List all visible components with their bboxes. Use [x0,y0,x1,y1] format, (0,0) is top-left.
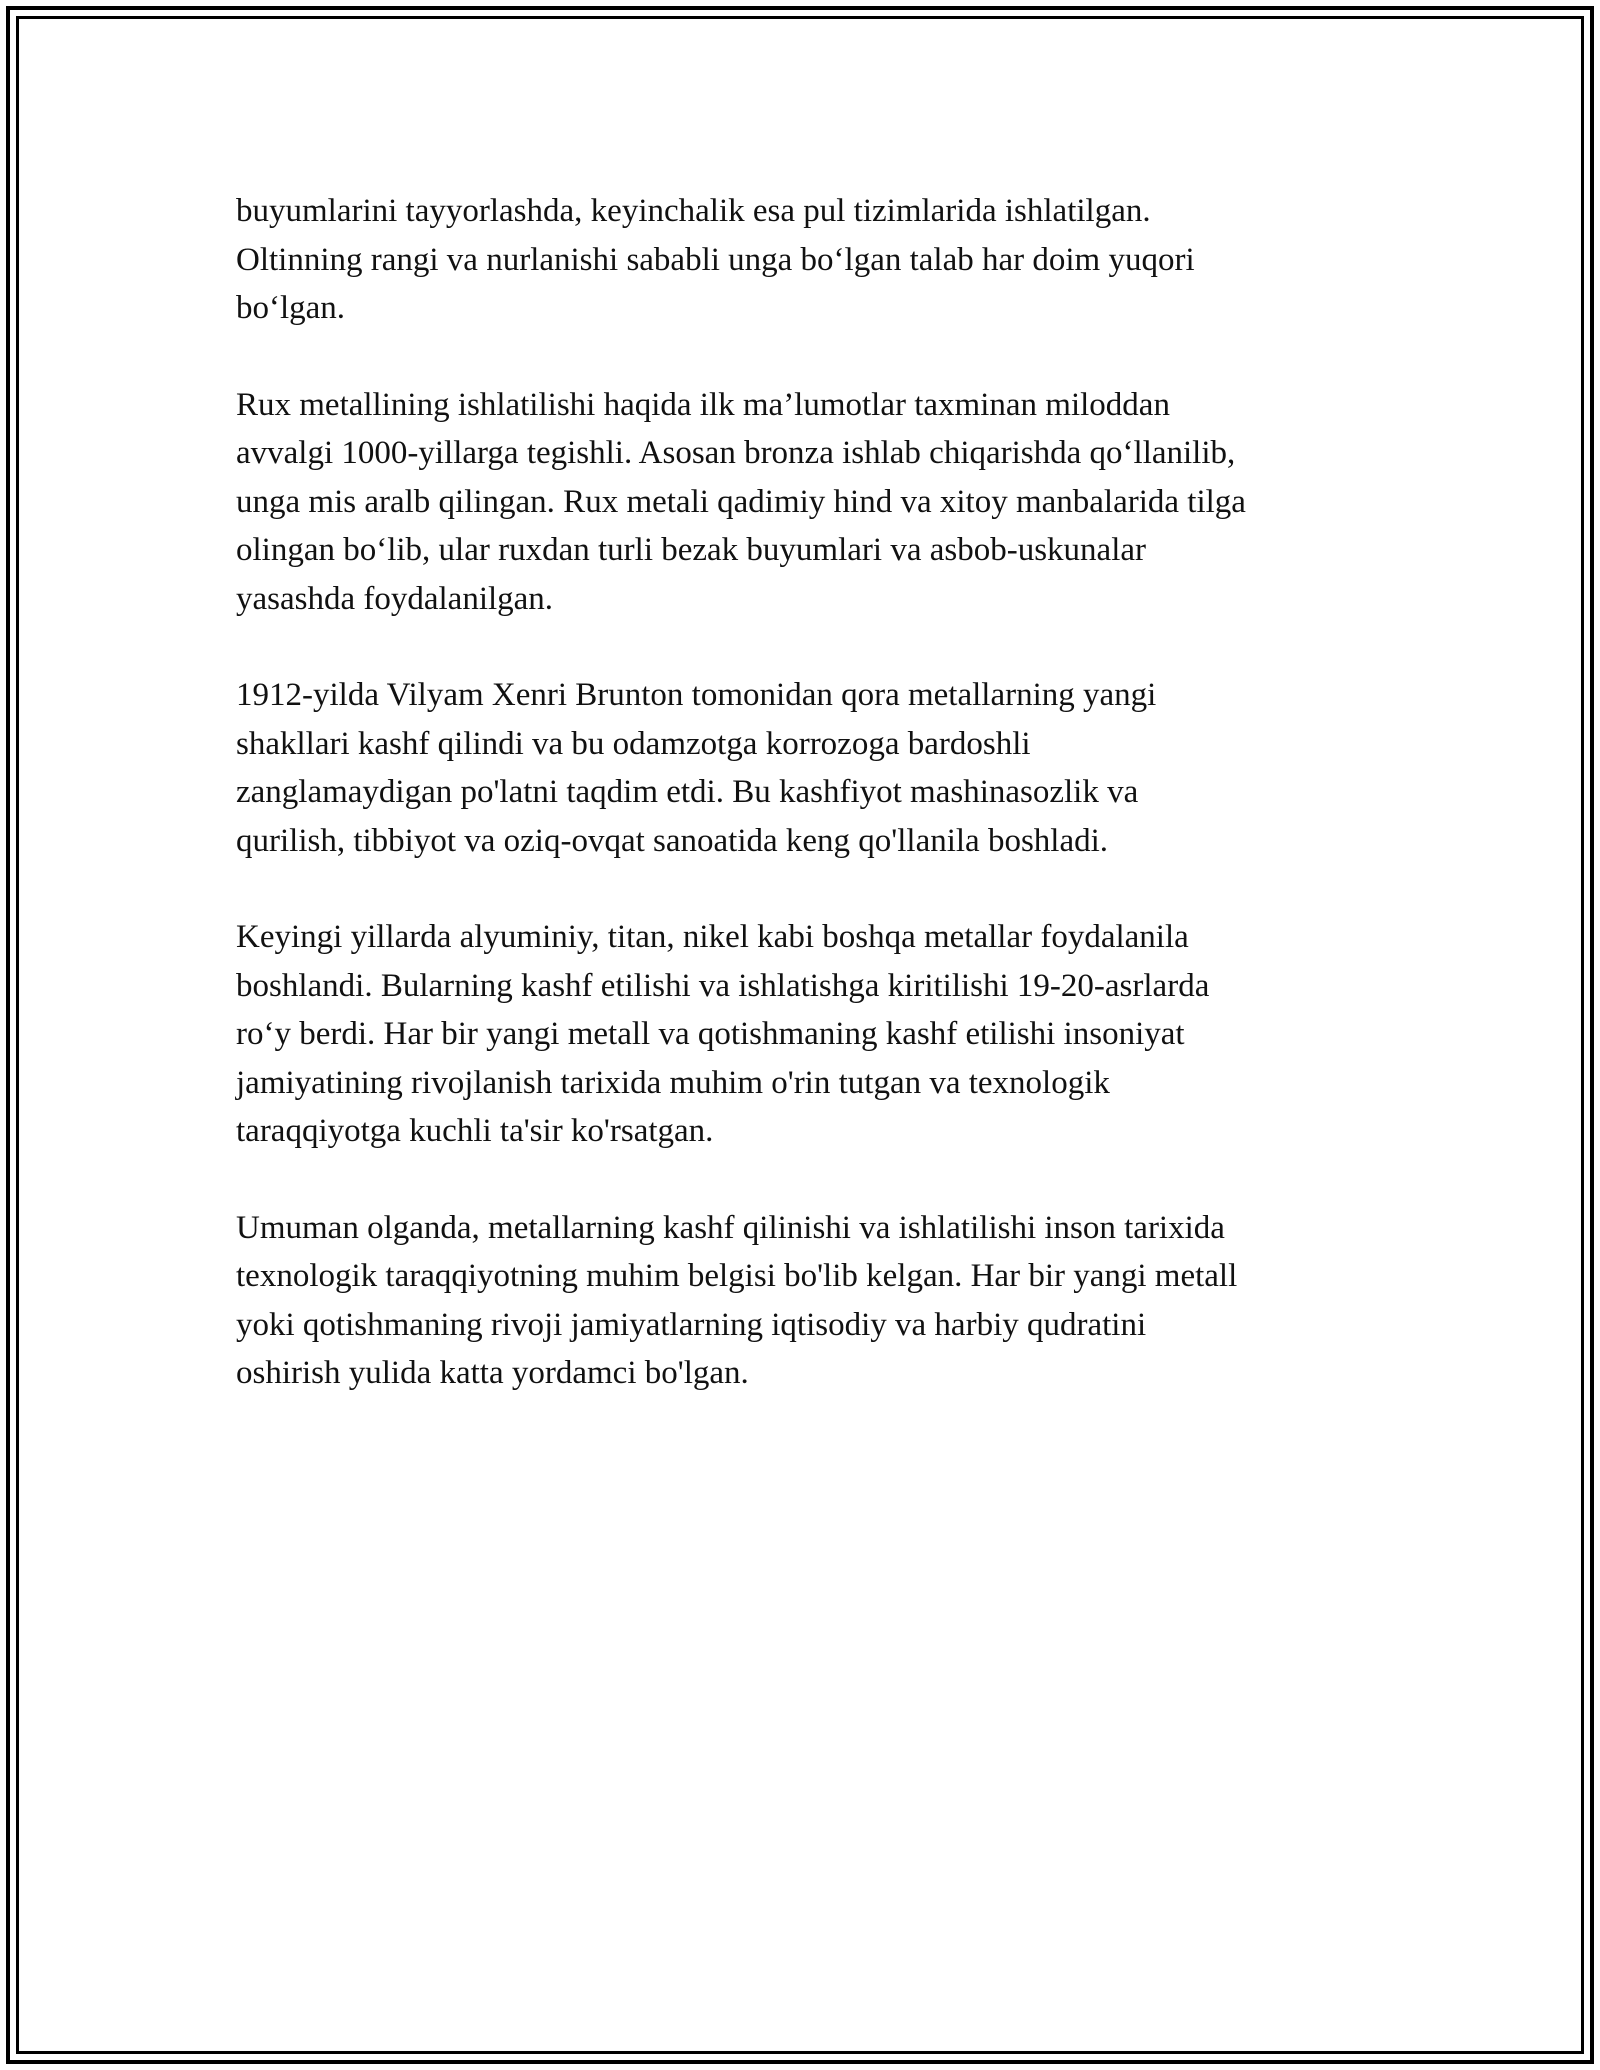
text-line: boshlandi. Bularning kashf etilishi va ishlatishga kiritilishi 19-20-asrlarda [236,967,1210,1004]
text-line: Umuman olganda, metallarning kashf qilinishi va ishlatilishi inson tarixida [236,1209,1225,1246]
text-line: taraqqiyotga kuchli ta'sir ko'rsatgan. [236,1113,714,1149]
text-line: oshirish yulida katta yordamci bo'lgan. [236,1355,749,1391]
text-line: jamiyatining rivojlanish tarixida muhim o'rin tutgan va texnologik [236,1064,1110,1101]
text-line: qurilish, tibbiyot va oziq-ovqat sanoatida keng qo'llanila boshladi. [236,822,1109,859]
text-line: avvalgi 1000-yillarga tegishli. Asosan bronza ishlab chiqarishda qo‘llanilib, [236,435,1236,471]
text-line: texnologik taraqqiyotning muhim belgisi bo'lib kelgan. Har bir yangi metall [236,1258,1238,1294]
document-body [236,187,1366,1446]
paragraph-2 [236,381,1366,624]
paragraph-1 [236,187,1366,333]
text-line: yasashda foydalanilgan. [236,580,554,617]
paragraph-3 [236,671,1366,865]
text-line: yoki qotishmaning rivoji jamiyatlarning iqtisodiy va harbiy qudratini [236,1306,1147,1343]
text-line: bo‘lgan. [236,290,346,326]
text-line: olingan bo‘lib, ular ruxdan turli bezak buyumlari va asbob-uskunalar [236,532,1146,568]
text-line: Oltinning rangi va nurlanishi sababli unga bo‘lgan talab har doim yuqori [236,241,1195,278]
text-line: 1912-yilda Vilyam Xenri Brunton tomonidan qora metallarning yangi [236,677,1157,713]
text-line: zanglamaydigan po'latni taqdim etdi. Bu kashfiyot mashinasozlik va [236,774,1139,810]
text-line: Keyingi yillarda alyuminiy, titan, nikel kabi boshqa metallar foydalanila [236,919,1189,955]
text-line: buyumlarini tayyorlashda, keyinchalik esa pul tizimlarida ishlatilgan. [236,193,1151,229]
text-line: shakllari kashf qilindi va bu odamzotga korrozoga bardoshli [236,725,1031,762]
text-line: unga mis aralb qilingan. Rux metali qadimiy hind va xitoy manbalarida tilga [236,483,1246,520]
paragraph-4 [236,913,1366,1156]
text-line: Rux metallining ishlatilishi haqida ilk ma’lumotlar taxminan miloddan [236,386,1170,423]
text-line: ro‘y berdi. Har bir yangi metall va qotishmaning kashf etilishi insoniyat [236,1016,1185,1052]
paragraph-5 [236,1204,1366,1398]
